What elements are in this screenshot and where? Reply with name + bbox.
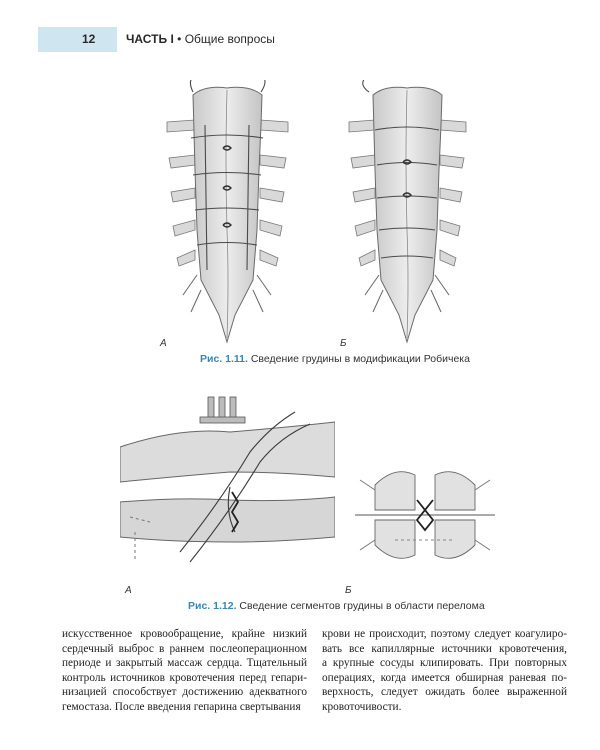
body-right-line: верхность, следует ожидать более выраженной — [322, 686, 567, 699]
figure-1-11-caption — [200, 353, 470, 365]
bullet: • — [177, 32, 182, 46]
figure-1-11-caption-text: Сведение грудины в модификации Робичека — [250, 353, 470, 365]
body-left-line: периоде и закрытый массаж сердца. Тщательный — [62, 657, 307, 670]
figure-1-12-label-b: Б — [345, 585, 352, 596]
figure-1-12-caption — [188, 600, 485, 612]
body-right-line: операциях, когда имеется обширная раневая по- — [322, 671, 567, 684]
page-number: 12 — [82, 32, 96, 46]
figure-1-12-b-illustration — [355, 455, 495, 575]
figure-1-12-number: Рис. 1.12. — [188, 600, 237, 612]
figure-1-12-label-a: А — [125, 585, 132, 596]
header-band — [38, 27, 117, 52]
figure-1-11-b-illustration — [345, 80, 470, 345]
figure-1-12-caption-text: Сведение сегментов грудины в области перелома — [239, 600, 485, 612]
body-right-line: вать все капиллярные источники кровотечения, — [322, 642, 567, 655]
body-right-line: крови не происходит, поэтому следует коагулиро- — [322, 628, 567, 640]
figure-1-11-label-b: Б — [340, 338, 347, 349]
body-left-line: гемостаза. После введения гепарина свертывания — [62, 700, 301, 713]
figure-1-11-a-illustration — [165, 80, 290, 345]
body-left-line: контроль источников кровотечения перед гепари- — [62, 671, 307, 684]
section-title: Общие вопросы — [184, 32, 275, 46]
body-right-line: кровоточивости. — [322, 700, 402, 713]
part-label: ЧАСТЬ I — [126, 32, 174, 46]
body-column-right — [322, 627, 567, 715]
figure-1-11-number: Рис. 1.11. — [200, 353, 248, 365]
body-left-line: сердечный выброс в раннем послеоперационном — [62, 642, 307, 655]
figure-1-12-a-illustration — [120, 392, 335, 582]
body-column-left — [62, 627, 307, 715]
body-left-line: искусственное кровообращение, крайне низкий — [62, 628, 307, 640]
body-left-line: низацией способствует достижению адекватного — [62, 686, 307, 699]
figure-1-11-label-a: А — [160, 338, 167, 349]
running-head — [126, 32, 275, 46]
body-right-line: а крупные сосуды клипировать. При повторных — [322, 657, 567, 670]
